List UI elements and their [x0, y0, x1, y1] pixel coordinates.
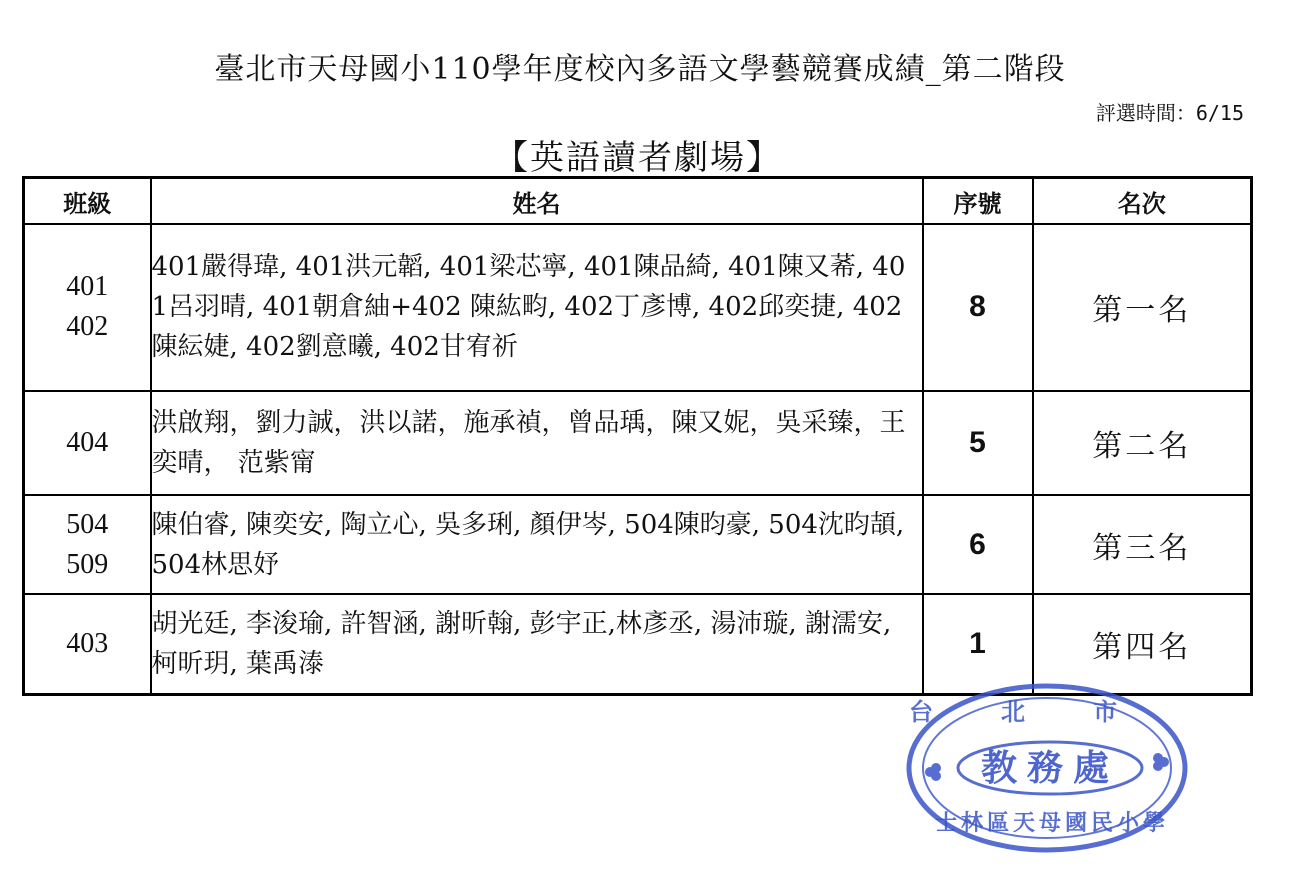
class-number: 403: [66, 627, 109, 659]
seq-cell: 8: [923, 224, 1033, 391]
flower-icon: [1153, 753, 1169, 771]
class-number: 504: [66, 508, 109, 540]
seq-cell: 1: [923, 594, 1033, 695]
seq-cell: 5: [923, 391, 1033, 496]
seq-cell: 6: [923, 495, 1033, 594]
rank-cell: 第一名: [1033, 224, 1252, 391]
class-number: 401: [66, 271, 109, 303]
names-cell: 陳伯睿, 陳奕安, 陶立心, 吳多琍, 顏伊岑, 504陳昀豪, 504沈昀頡, 504林思妤: [151, 495, 923, 594]
class-cell: [24, 391, 151, 496]
rank-cell: 第四名: [1033, 594, 1252, 695]
header-seq: 序號: [923, 178, 1033, 225]
seal-center-text: 教務處: [980, 747, 1120, 789]
table-header-row: [24, 178, 1252, 225]
header-names: 姓名: [151, 178, 923, 225]
class-number: 509: [66, 548, 109, 580]
table-row: [24, 224, 1252, 391]
seal-top-text: 台北市: [909, 697, 1185, 726]
section-title: 【英語讀者劇場】: [494, 138, 782, 178]
flower-icon: [925, 763, 941, 781]
class-cell: [24, 594, 151, 695]
class-number: 402: [66, 311, 109, 343]
table-row: [24, 495, 1252, 594]
class-number: 404: [66, 427, 109, 459]
names-cell: 401嚴得瑋, 401洪元韜, 401梁芯寧, 401陳品綺, 401陳又莃, 401呂羽晴, 401朝倉紬+402 陳紘畇, 402丁彥博, 402邱奕捷, 402陳紜婕, 402劉意曦, 402甘宥祈: [151, 224, 923, 391]
rank-cell: 第二名: [1033, 391, 1252, 496]
class-cell: [24, 224, 151, 391]
names-cell: 洪啟翔，劉力誠，洪以諾，施承禎，曾品瑀，陳又妮，吳采臻，王奕晴， 范紫甯: [151, 391, 923, 496]
document-title: 臺北市天母國小110學年度校內多語文學藝競賽成績_第二階段: [214, 52, 1066, 87]
evaluation-time: 評選時間：6/15: [1095, 101, 1244, 125]
seal-bottom-text: 士林區天母國民小學: [934, 810, 1170, 836]
header-class: 班級: [24, 178, 151, 225]
results-table: [22, 176, 1253, 696]
names-cell: 胡光廷, 李浚瑜, 許智涵, 謝昕翰, 彭宇正,林彥丞, 湯沛璇, 謝濡安, 柯昕玥, 葉禹溙: [151, 594, 923, 695]
rank-cell: 第三名: [1033, 495, 1252, 594]
table-row: [24, 391, 1252, 496]
header-rank: 名次: [1033, 178, 1252, 225]
office-seal-stamp: [902, 680, 1192, 856]
class-cell: [24, 495, 151, 594]
